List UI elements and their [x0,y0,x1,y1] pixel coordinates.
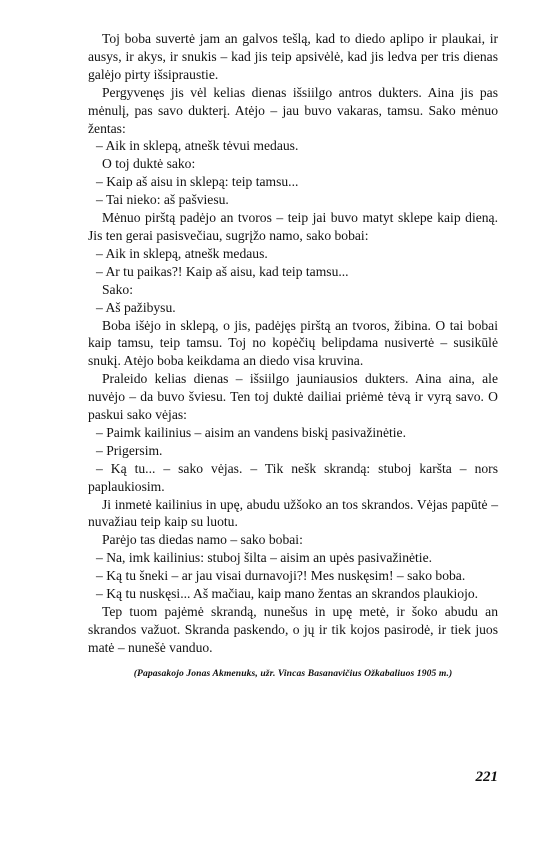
dialogue-line: – Kaip aš aisu in sklepą: teip tamsu... [96,174,299,190]
dialogue-line: – Aš pažibysu. [96,299,176,315]
page-body [88,30,498,681]
page-number: 221 [475,769,498,785]
paragraph: Pergyvenęs jis vėl kelias dienas išsiilgo antros dukters. Aina jis pas mėnulį, pas savo dukterį. Atėjo – jau buvo vakaras, tamsu. Sako mėnuo žentas: [88,84,498,136]
dialogue-line: – Aik in sklepą, atnešk medaus. [96,245,268,261]
dialogue-line: – Aik in sklepą, atnešk tėvui medaus. [96,138,299,154]
dialogue-line: – Ką tu nuskęsi... Aš mačiau, kaip mano žentas an skrandos plaukiojo. [96,586,479,602]
source-note: (Papasakojo Jonas Akmenuks, užr. Vincas Basanavičius Ožkabaliuos 1905 m.) [133,667,453,679]
paragraph: Toj boba suvertė jam an galvos tešlą, kad to diedo aplipo ir plaukai, ir ausys, ir akys, ir snukis – kad jis teip apsivėlė, kad jis ledva per tris dienas galėjo pirty išsipraustie. [88,31,498,82]
paragraph: Ji inmetė kailinius in upę, abudu užšoko an tos skrandos. Vėjas papūtė – nuvažiau teip kaip su luotu. [88,496,498,530]
dialogue-line: – Ką tu šneki – ar jau visai durnavoji?! Mes nuskęsim! – sako boba. [96,568,466,584]
dialogue-line: – Ar tu paikas?! Kaip aš aisu, kad teip tamsu... [96,263,349,279]
dialogue-line: – Prigersim. [96,442,163,458]
dialogue-line: – Tai nieko: aš pašviesu. [96,192,229,208]
dialogue-line: – Na, imk kailinius: stuboj šilta – aisim an upės pasivažinėtie. [96,550,433,566]
paragraph: O toj duktė sako: [102,156,196,172]
dialogue-line: – Ką tu... – sako vėjas. – Tik nešk skrandą: stuboj karšta – nors paplaukiosim. [88,460,498,494]
paragraph: Praleido kelias dienas – išsiilgo jauniausios dukters. Aina aina, ale nuvėjo – da buvo šviesu. Ten toj duktė dailiai priėmė tėvą ir vyrą savo. O paskui sako vėjas: [88,371,498,423]
dialogue-line: – Paimk kailinius – aisim an vandens biskį pasivažinėtie. [96,424,406,440]
paragraph: Parėjo tas diedas namo – sako bobai: [102,532,303,548]
paragraph: Tep tuom pajėmė skrandą, nunešus in upę metė, ir šoko abudu an skrandos važuot. Skranda paskendo, o jų ir tik kojos pasirodė, ir tiek juos matė – nunešė vanduo. [88,604,498,655]
paragraph: Boba išėjo in sklepą, o jis, padėjęs pirštą an tvoros, žibina. O tai bobai kaip tamsu, teip tamsu. Toj no kopėčių belipdama nusivertė – susikūlė snukį. Atėjo boba keikdama an diedo visa kruvina. [88,317,498,369]
paragraph: Mėnuo pirštą padėjo an tvoros – teip jai buvo matyt sklepe kaip dieną. Jis ten gerai pasisvečiau, sugrįžo namo, sako bobai: [88,210,498,243]
paragraph: Sako: [102,281,133,297]
